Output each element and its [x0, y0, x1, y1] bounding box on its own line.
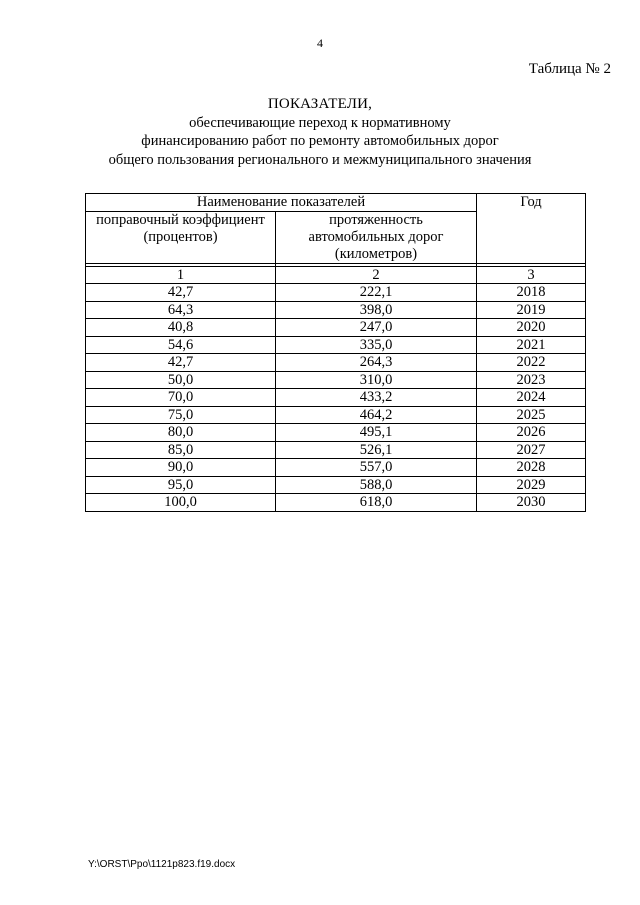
year-cell: 2018	[477, 284, 586, 302]
group-header: Наименование показателей	[86, 194, 477, 212]
column-number: 2	[276, 267, 477, 284]
coefficient-cell: 42,7	[86, 354, 276, 372]
table-row	[86, 371, 586, 389]
length-header	[276, 212, 477, 264]
coefficient-cell: 64,3	[86, 301, 276, 319]
coefficient-cell: 42,7	[86, 284, 276, 302]
heading-line-2: финансированию работ по ремонту автомобильных дорог	[141, 133, 499, 149]
heading-title: ПОКАЗАТЕЛИ,	[267, 96, 373, 112]
year-cell: 2025	[477, 406, 586, 424]
heading-line-1: обеспечивающие переход к нормативному	[189, 114, 451, 131]
coefficient-cell: 75,0	[86, 406, 276, 424]
length-cell: 526,1	[276, 441, 477, 459]
length-cell: 464,2	[276, 406, 477, 424]
coefficient-header	[86, 212, 276, 264]
column-number-row	[86, 267, 586, 284]
year-cell: 2019	[477, 301, 586, 319]
year-header: Год	[477, 194, 586, 264]
table-row	[86, 494, 586, 512]
coefficient-cell: 80,0	[86, 424, 276, 442]
coefficient-cell: 90,0	[86, 459, 276, 477]
year-cell: 2026	[477, 424, 586, 442]
length-cell: 310,0	[276, 371, 477, 389]
coefficient-cell: 85,0	[86, 441, 276, 459]
length-cell: 398,0	[276, 301, 477, 319]
document-heading	[0, 95, 640, 169]
year-cell: 2029	[477, 476, 586, 494]
year-cell: 2022	[477, 354, 586, 372]
file-path-footer: Y:\ORST\Ppo\1121p823.f19.docx	[88, 859, 236, 870]
page-number: 4	[317, 36, 323, 50]
year-cell: 2027	[477, 441, 586, 459]
table-row	[86, 441, 586, 459]
table-row	[86, 319, 586, 337]
year-cell: 2028	[477, 459, 586, 477]
table-row	[86, 424, 586, 442]
coefficient-cell: 54,6	[86, 336, 276, 354]
year-cell: 2021	[477, 336, 586, 354]
coefficient-header-line-1: поправочный коэффициент	[96, 212, 265, 228]
length-cell: 433,2	[276, 389, 477, 407]
indicators-table	[85, 193, 586, 512]
year-cell: 2024	[477, 389, 586, 407]
column-number: 3	[477, 267, 586, 284]
length-header-line-2: автомобильных дорог	[308, 229, 444, 245]
coefficient-cell: 95,0	[86, 476, 276, 494]
length-cell: 495,1	[276, 424, 477, 442]
table-row	[86, 301, 586, 319]
table-body	[86, 284, 586, 512]
table-row	[86, 476, 586, 494]
coefficient-cell: 100,0	[86, 494, 276, 512]
length-cell: 247,0	[276, 319, 477, 337]
column-number: 1	[86, 267, 276, 284]
heading-line-3: общего пользования регионального и межмуниципального значения	[108, 151, 532, 168]
table-caption: Таблица № 2	[528, 61, 611, 77]
year-cell: 2020	[477, 319, 586, 337]
coefficient-cell: 40,8	[86, 319, 276, 337]
year-cell: 2023	[477, 371, 586, 389]
table-row	[86, 284, 586, 302]
coefficient-header-line-2: (процентов)	[143, 229, 218, 245]
length-cell: 557,0	[276, 459, 477, 477]
length-cell: 264,3	[276, 354, 477, 372]
length-header-line-3: (километров)	[334, 246, 418, 262]
length-cell: 335,0	[276, 336, 477, 354]
length-cell: 222,1	[276, 284, 477, 302]
length-cell: 618,0	[276, 494, 477, 512]
table-row	[86, 354, 586, 372]
coefficient-cell: 70,0	[86, 389, 276, 407]
year-cell: 2030	[477, 494, 586, 512]
table-row	[86, 389, 586, 407]
length-header-line-1: протяженность	[329, 212, 423, 228]
coefficient-cell: 50,0	[86, 371, 276, 389]
length-cell: 588,0	[276, 476, 477, 494]
table-row	[86, 459, 586, 477]
table-row	[86, 336, 586, 354]
table-row	[86, 406, 586, 424]
